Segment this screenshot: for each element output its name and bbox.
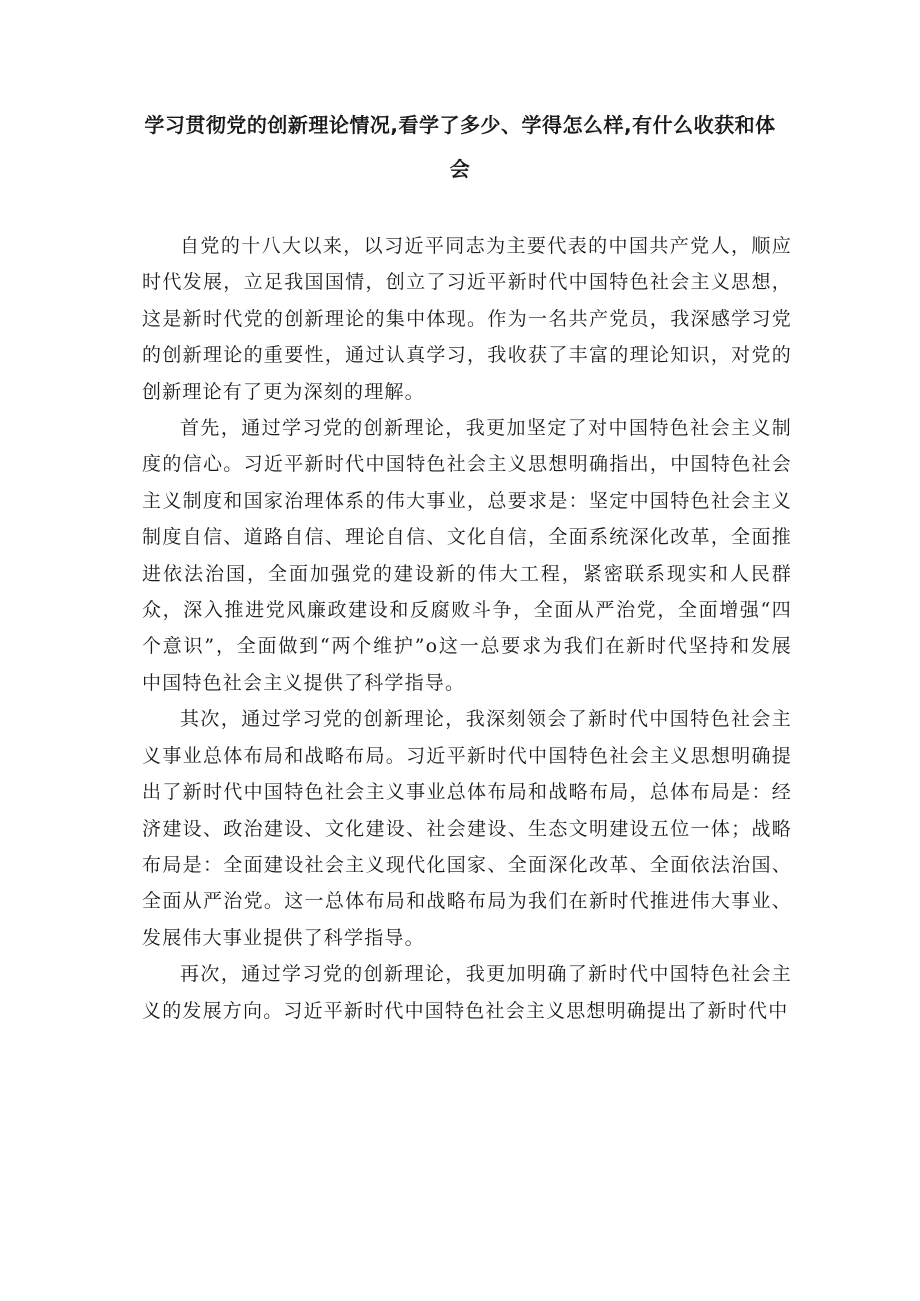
paragraph-intro: 自党的十八大以来，以习近平同志为主要代表的中国共产党人，顺应时代发展，立足我国国情，创立了习近平新时代中国特色社会主义思想，这是新时代党的创新理论的集中体现。作为一名共产党员，我深感学习党的创新理论的重要性，通过认真学习，我收获了丰富的理论知识，对党的创新理论有了更为深刻的理解。 — [142, 235, 792, 403]
paragraph-third: 再次，通过学习党的创新理论，我更加明确了新时代中国特色社会主义的发展方向。习近平新时代中国特色社会主义思想明确提出了新时代中 — [142, 963, 792, 1022]
document-title: 学习贯彻党的创新理论情况,看学了多少、学得怎么样,有什么收获和体会 — [144, 113, 776, 181]
document-body — [142, 228, 792, 1029]
paragraph-second: 其次，通过学习党的创新理论，我深刻领会了新时代中国特色社会主义事业总体布局和战略布局。习近平新时代中国特色社会主义思想明确提出了新时代中国特色社会主义事业总体布局和战略布局，总体布局是：经济建设、政治建设、文化建设、社会建设、生态文明建设五位一体；战略布局是：全面建设社会主义现代化国家、全面深化改革、全面依法治国、全面从严治党。这一总体布局和战略布局为我们在新时代推进伟大事业、发展伟大事业提供了科学指导。 — [142, 708, 792, 949]
paragraph-first: 首先，通过学习党的创新理论，我更加坚定了对中国特色社会主义制度的信心。习近平新时代中国特色社会主义思想明确指出，中国特色社会主义制度和国家治理体系的伟大事业，总要求是：坚定中国特色社会主义制度自信、道路自信、理论自信、文化自信，全面系统深化改革，全面推进依法治国，全面加强党的建设新的伟大工程，紧密联系现实和人民群众，深入推进党风廉政建设和反腐败斗争，全面从严治党，全面增强“四个意识”，全面做到“两个维护”o这一总要求为我们在新时代坚持和发展中国特色社会主义提供了科学指导。 — [142, 417, 792, 694]
